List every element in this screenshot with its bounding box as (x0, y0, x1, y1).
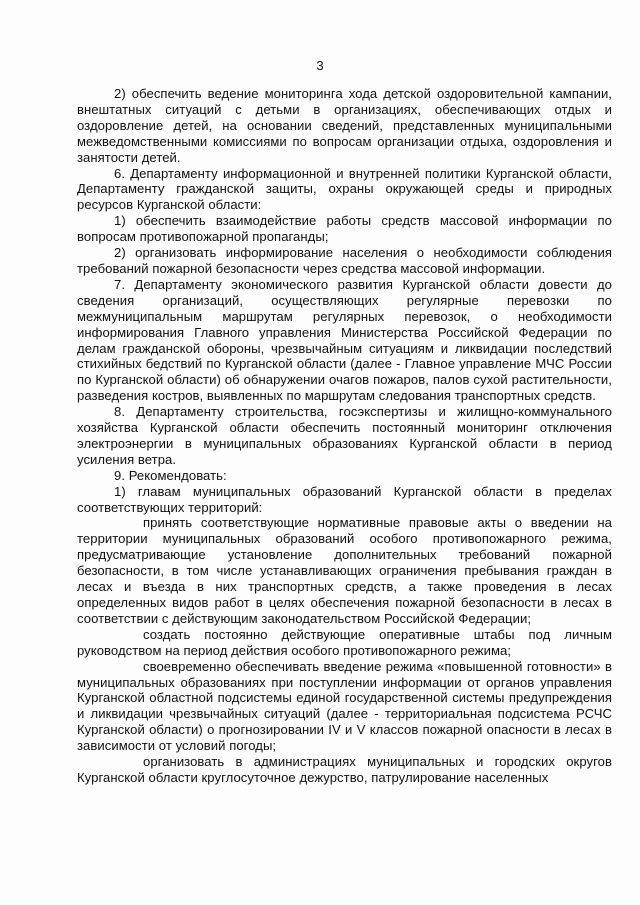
paragraph-9-1-item-4: организовать в администрациях муниципальных и городских округов Курганской области круглосуточное дежурство, патрулирование населенных (77, 754, 612, 785)
paragraph-6: 6. Департаменту информационной и внутренней политики Курганской области, Департаменту гражданской защиты, охраны окружающей среды и природных ресурсов Курганской области: (77, 165, 612, 213)
page-number: 3 (316, 58, 324, 73)
paragraph-6-1: 1) обеспечить взаимодействие работы средств массовой информации по вопросам противопожарной пропаганды; (77, 213, 612, 245)
paragraph-9-1-item-2: создать постоянно действующие оперативные штабы под личным руководством на период действия особого противопожарного режима; (77, 626, 612, 658)
paragraph-8: 8. Департаменту строительства, госэкспертизы и жилищно-коммунального хозяйства Курганской области обеспечить постоянный мониторинг отключения электроэнергии в муниципальных образованиях Курганской области в период усиления ветра. (77, 404, 612, 467)
paragraph-9-1-item-3: своевременно обеспечивать введение режима «повышенной готовности» в муниципальных образованиях при поступлении информации от органов управления Курганской областной подсистемы единой государственной системы предупреждения и ликвидации чрезвычайных ситуаций (далее - территориальная подсистема РСЧС Курганской области) о прогнозировании IV и V классов пожарной опасности в лесах в зависимости от условий погоды; (77, 658, 612, 754)
paragraph-9-1: 1) главам муниципальных образований Курганской области в пределах соответствующих территорий: (77, 483, 612, 515)
document-body (77, 86, 612, 786)
paragraph-7: 7. Департаменту экономического развития Курганской области довести до сведения организаций, осуществляющих регулярные перевозки по межмуниципальным маршрутам регулярных перевозок, о необходимости информирования Главного управления Министерства Российской Федерации по делам гражданской обороны, чрезвычайным ситуациям и ликвидации последствий стихийных бедствий по Курганской области (далее - Главное управление МЧС России по Курганской области) об обнаружении очагов пожаров, палов сухой растительности, разведения костров, выявленных по маршрутам следования транспортных средств. (77, 276, 612, 404)
paragraph-9: 9. Рекомендовать: (114, 467, 227, 483)
paragraph-5-2: 2) обеспечить ведение мониторинга хода детской оздоровительной кампании, внештатных ситуаций с детьми в организациях, обеспечивающих отдых и оздоровление детей, на основании сведений, представленных муниципальными межведомственными комиссиями по вопросам организации отдыха, оздоровления и занятости детей. (77, 86, 612, 165)
paragraph-6-2: 2) организовать информирование населения о необходимости соблюдения требований пожарной безопасности через средства массовой информации. (77, 245, 612, 276)
paragraph-9-1-item-1: принять соответствующие нормативные правовые акты о введении на территории муниципальных образований особого противопожарного режима, предусматривающие установление дополнительных требований пожарной безопасности, в том числе устанавливающих ограничения пребывания граждан в лесах и въезда в них транспортных средств, а также проведения в лесах определенных видов работ в целях обеспечения пожарной безопасности в лесах в соответствии с действующим законодательством Российской Федерации; (77, 515, 612, 626)
